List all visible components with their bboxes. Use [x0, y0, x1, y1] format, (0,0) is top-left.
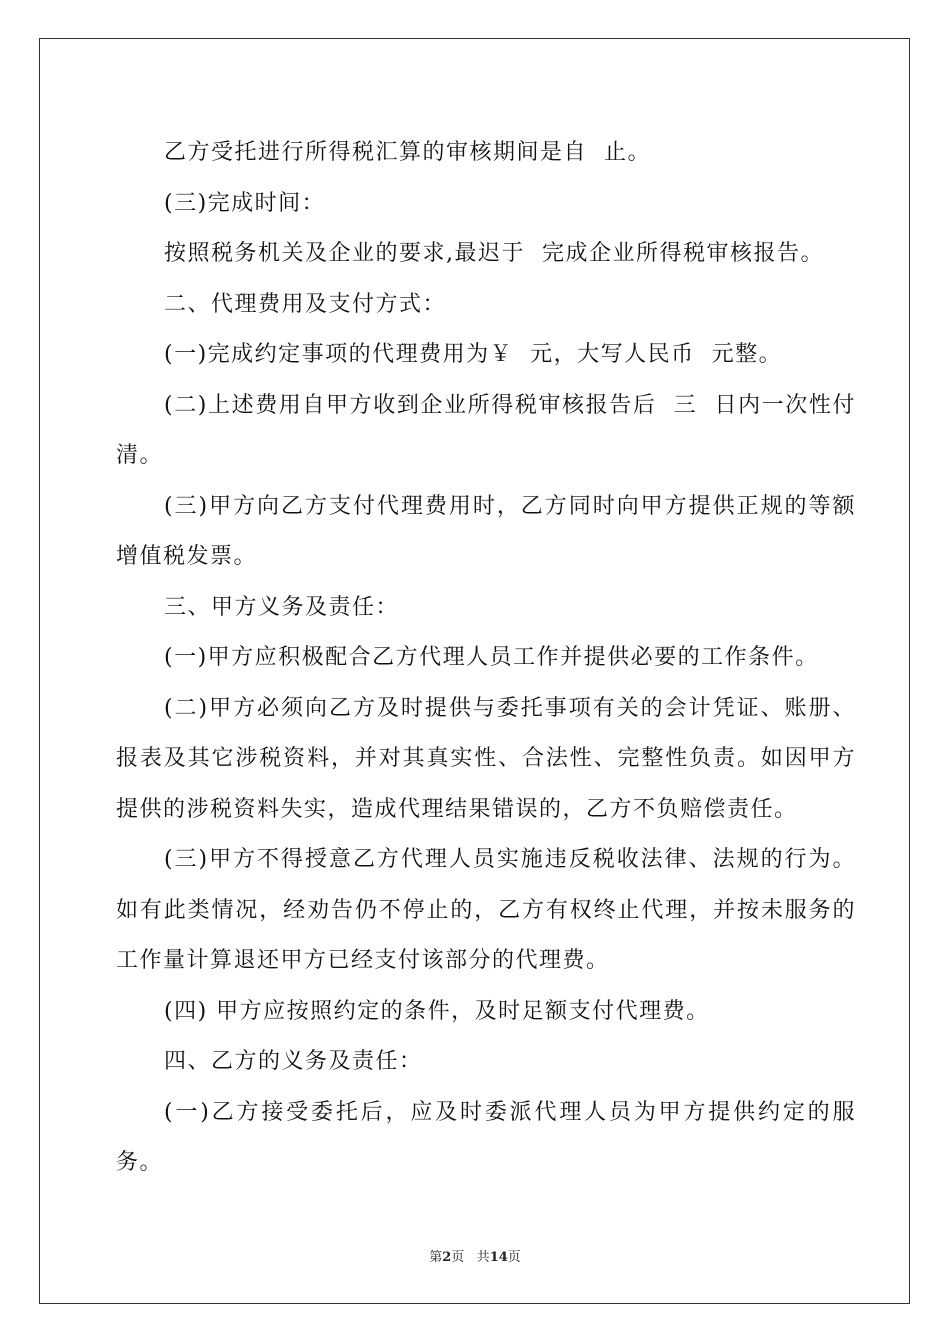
- footer-total-suffix: 页: [507, 1250, 521, 1265]
- paragraph-party-b-service: (一)乙方接受委托后，应及时委派代理人员为甲方提供约定的服务。: [116, 1099, 856, 1175]
- paragraph-party-a-documents: (二)甲方必须向乙方及时提供与委托事项有关的会计凭证、账册、报表及其它涉税资料，并对其真实性、合法性、完整性负责。如因甲方提供的涉税资料失实，造成代理结果错误的，乙方不负赔偿责任。: [116, 695, 856, 822]
- paragraph-audit-period: 乙方受托进行所得税汇算的审核期间是自 止。: [164, 140, 651, 165]
- footer-page-suffix: 页: [451, 1250, 465, 1265]
- section-heading-party-b: 四、乙方的义务及责任：: [164, 1049, 423, 1074]
- paragraph-invoice: (三)甲方向乙方支付代理费用时，乙方同时向甲方提供正规的等额增值税发票。: [116, 493, 856, 569]
- footer-prefix: 第: [429, 1250, 443, 1265]
- paragraph-fee-payment: (二)上述费用自甲方收到企业所得税审核报告后 三 日内一次性付清。: [116, 392, 856, 468]
- paragraph-completion-time: 按照税务机关及企业的要求,最迟于 完成企业所得税审核报告。: [164, 241, 824, 266]
- paragraph-party-a-cooperate: (一)甲方应积极配合乙方代理人员工作并提供必要的工作条件。: [164, 645, 819, 670]
- paragraph-party-a-prohibition: (三)甲方不得授意乙方代理人员实施违反税收法律、法规的行为。如有此类情况，经劝告仍不停止的，乙方有权终止代理，并按未服务的工作量计算退还甲方已经支付该部分的代理费。: [116, 847, 856, 973]
- footer-current-page: 2: [442, 1250, 452, 1265]
- paragraph-party-a-payment: (四) 甲方应按照约定的条件，及时足额支付代理费。: [164, 998, 710, 1024]
- page-footer: [0, 1246, 950, 1265]
- footer-total-pages: 14: [489, 1250, 508, 1265]
- paragraph-fee-amount: (一)完成约定事项的代理费用为￥ 元，大写人民币 元整。: [164, 342, 783, 367]
- footer-total-prefix: 共: [476, 1250, 490, 1265]
- paragraph-completion-time-heading: (三)完成时间：: [164, 190, 326, 216]
- section-heading-party-a: 三、甲方义务及责任：: [164, 594, 400, 620]
- section-heading-fees: 二、代理费用及支付方式：: [164, 291, 447, 317]
- document-body: [116, 128, 856, 1189]
